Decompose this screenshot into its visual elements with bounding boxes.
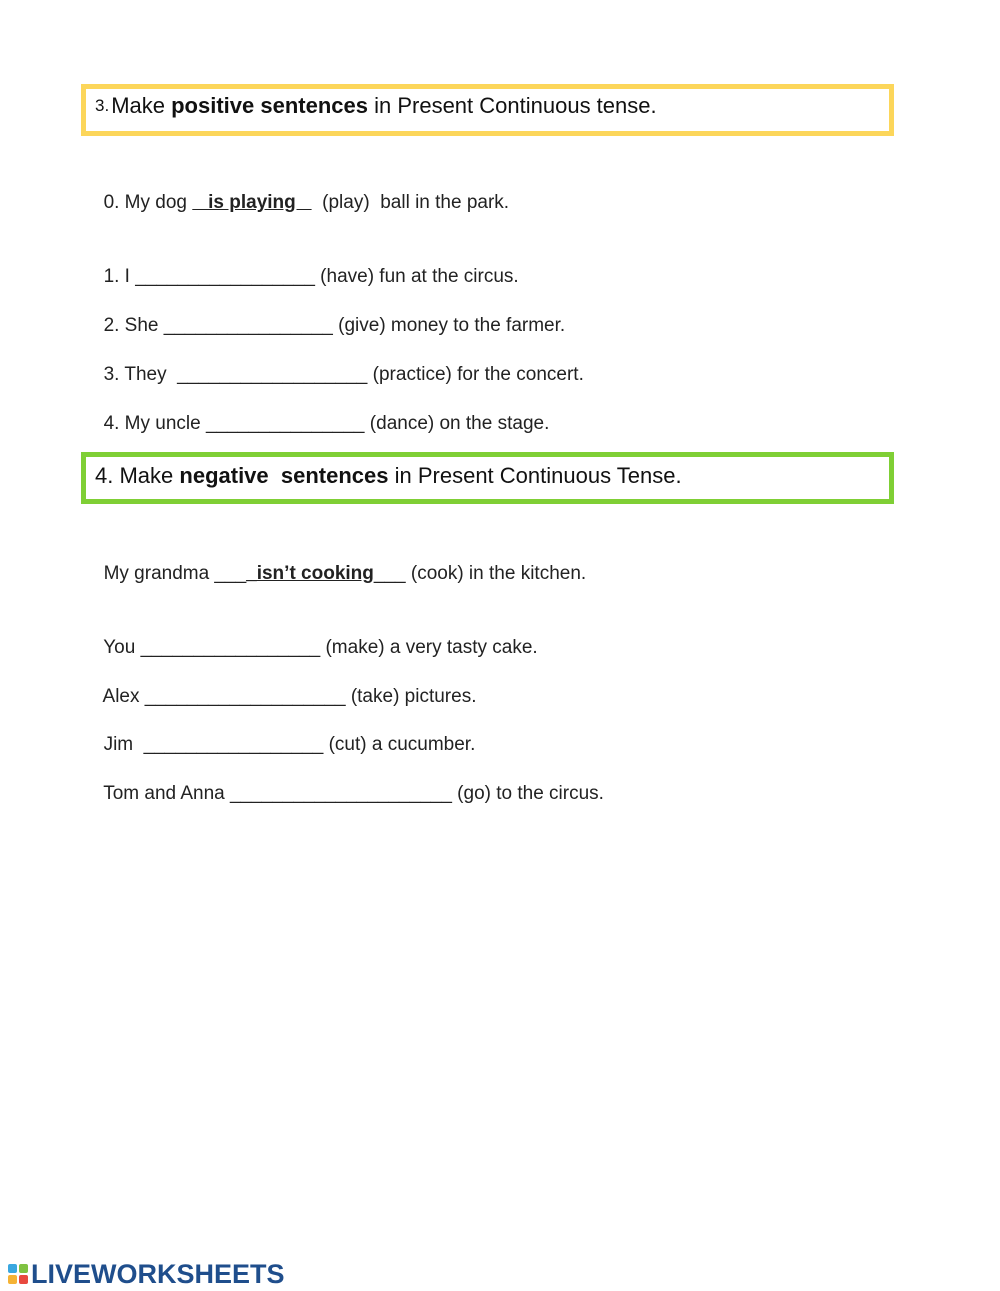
section-4-title-post: in Present Continuous Tense.	[388, 463, 682, 488]
logo-square-2	[19, 1264, 28, 1273]
item-prefix: 2. She	[103, 315, 164, 336]
item-suffix: (give) money to the farmer.	[332, 315, 566, 336]
logo-text: LIVEWORKSHEETS	[31, 1258, 285, 1289]
section-4-title-pre: Make	[113, 463, 180, 488]
exercise-3-item-3	[93, 342, 584, 386]
logo-square-3	[8, 1275, 17, 1284]
answer-blank[interactable]: ________________	[163, 315, 333, 336]
liveworksheets-logo[interactable]	[8, 1259, 285, 1289]
answer-blank[interactable]: _________________	[140, 637, 321, 658]
exercise-4-item-2	[93, 664, 476, 708]
answer-blank[interactable]: ___________________	[144, 686, 346, 707]
item-suffix: (make) a very tasty cake.	[320, 637, 538, 658]
item-suffix: (have) fun at the circus.	[314, 266, 519, 287]
logo-square-4	[19, 1275, 28, 1284]
item-suffix: (go) to the circus.	[451, 783, 604, 804]
answer-blank[interactable]: _______________	[206, 413, 365, 434]
logo-square-1	[8, 1264, 17, 1273]
item-prefix: 1. I	[103, 266, 136, 287]
section-3-title-post: in Present Continuous tense.	[367, 93, 657, 118]
section-4-heading	[81, 452, 894, 504]
answer-blank[interactable]: _________________	[143, 734, 324, 755]
logo-mark-icon	[8, 1264, 28, 1284]
item-prefix: Alex	[102, 686, 145, 707]
answer-blank[interactable]: _____________________	[229, 783, 452, 804]
example-prefix: 0. My dog	[103, 192, 193, 213]
example-suffix: ___ (cook) in the kitchen.	[373, 563, 587, 584]
item-prefix: 3. They	[103, 364, 178, 385]
item-prefix: 4. My uncle	[103, 413, 206, 434]
item-suffix: (cut) a cucumber.	[323, 734, 476, 755]
section-3-number: 3.	[95, 96, 110, 115]
exercise-3-item-1	[93, 244, 519, 288]
answer-blank[interactable]: __________________	[177, 364, 368, 385]
exercise-4-item-4	[93, 761, 604, 805]
exercise-3-item-2	[93, 293, 565, 337]
example-prefix: My grandma ___	[103, 563, 247, 584]
exercise-4-item-1	[93, 615, 538, 659]
example-answer: _isn’t cooking	[246, 563, 374, 584]
section-4-title-bold: negative sentences	[179, 463, 389, 488]
item-prefix: Tom and Anna	[103, 783, 230, 804]
section-3-title-bold: positive sentences	[171, 93, 368, 118]
example-answer: is playing	[192, 192, 312, 213]
section-3-example	[93, 170, 509, 214]
item-suffix: (take) pictures.	[345, 686, 477, 707]
exercise-3-item-4	[93, 391, 549, 435]
item-suffix: (dance) on the stage.	[364, 413, 550, 434]
section-3-title-pre: Make	[111, 93, 172, 118]
exercise-4-item-3	[93, 712, 475, 756]
example-suffix: (play) ball in the park.	[311, 192, 510, 213]
item-prefix: You	[103, 637, 141, 658]
section-4-number: 4.	[95, 463, 114, 488]
section-4-example	[93, 541, 586, 585]
item-prefix: Jim	[103, 734, 144, 755]
answer-blank[interactable]: _________________	[135, 266, 315, 287]
section-3-heading	[81, 84, 894, 136]
item-suffix: (practice) for the concert.	[367, 364, 584, 385]
